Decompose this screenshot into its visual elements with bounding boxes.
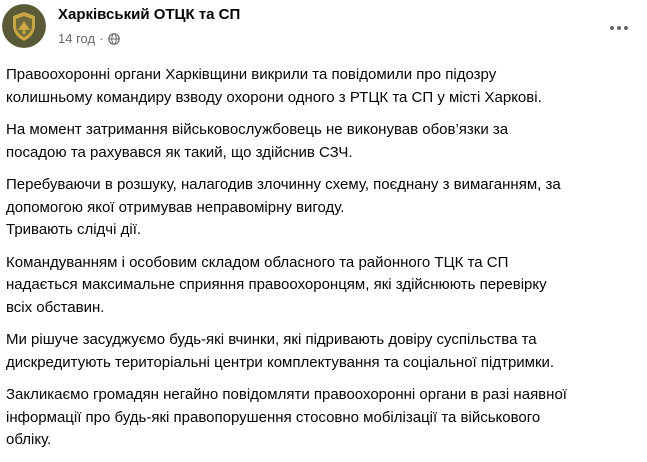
- post-paragraph: Перебуваючи в розшуку, налагодив злочинну схему, поєднану з вимаганням, за допомогою якої отримував неправомірну вигоду. Тривають слідчі дії.: [6, 176, 561, 238]
- avatar-emblem-icon: [2, 4, 46, 48]
- page-avatar[interactable]: [2, 4, 46, 48]
- globe-icon: [108, 33, 120, 45]
- post-paragraph: Командуванням і особовим складом обласного та районного ТЦК та СП надається максимальне сприяння правоохоронцям, які здійснюють перевірку всіх обставин.: [6, 253, 547, 316]
- page-name[interactable]: Харківський ОТЦК та СП: [58, 6, 241, 23]
- more-options-icon: [610, 26, 614, 30]
- meta-separator: ·: [99, 31, 104, 46]
- post-paragraph: Ми рішуче засуджуємо будь-які вчинки, які підривають довіру суспільства та дискредитують територіальні центри комплектування та соціальної підтримки.: [6, 331, 555, 371]
- post-body: [6, 64, 638, 462]
- post-time[interactable]: 14 год: [58, 31, 96, 46]
- post-paragraph: Правоохоронні органи Харківщини викрили та повідомили про підозру колишньому командиру взводу охорони одного з РТЦК та СП у місті Харкові.: [6, 66, 542, 106]
- post-header: [0, 0, 647, 60]
- post-paragraph: Закликаємо громадян негайно повідомляти правоохоронні органи в разі наявної інформації про будь-які правопорушення стосовно мобілізації та військового обліку.: [6, 386, 567, 448]
- more-options-button[interactable]: [601, 10, 637, 46]
- post-meta: [58, 31, 120, 46]
- post-paragraph: На момент затримання військовослужбовець не виконував обов’язки за посадою та рахувався як такий, що здійснив СЗЧ.: [6, 121, 509, 161]
